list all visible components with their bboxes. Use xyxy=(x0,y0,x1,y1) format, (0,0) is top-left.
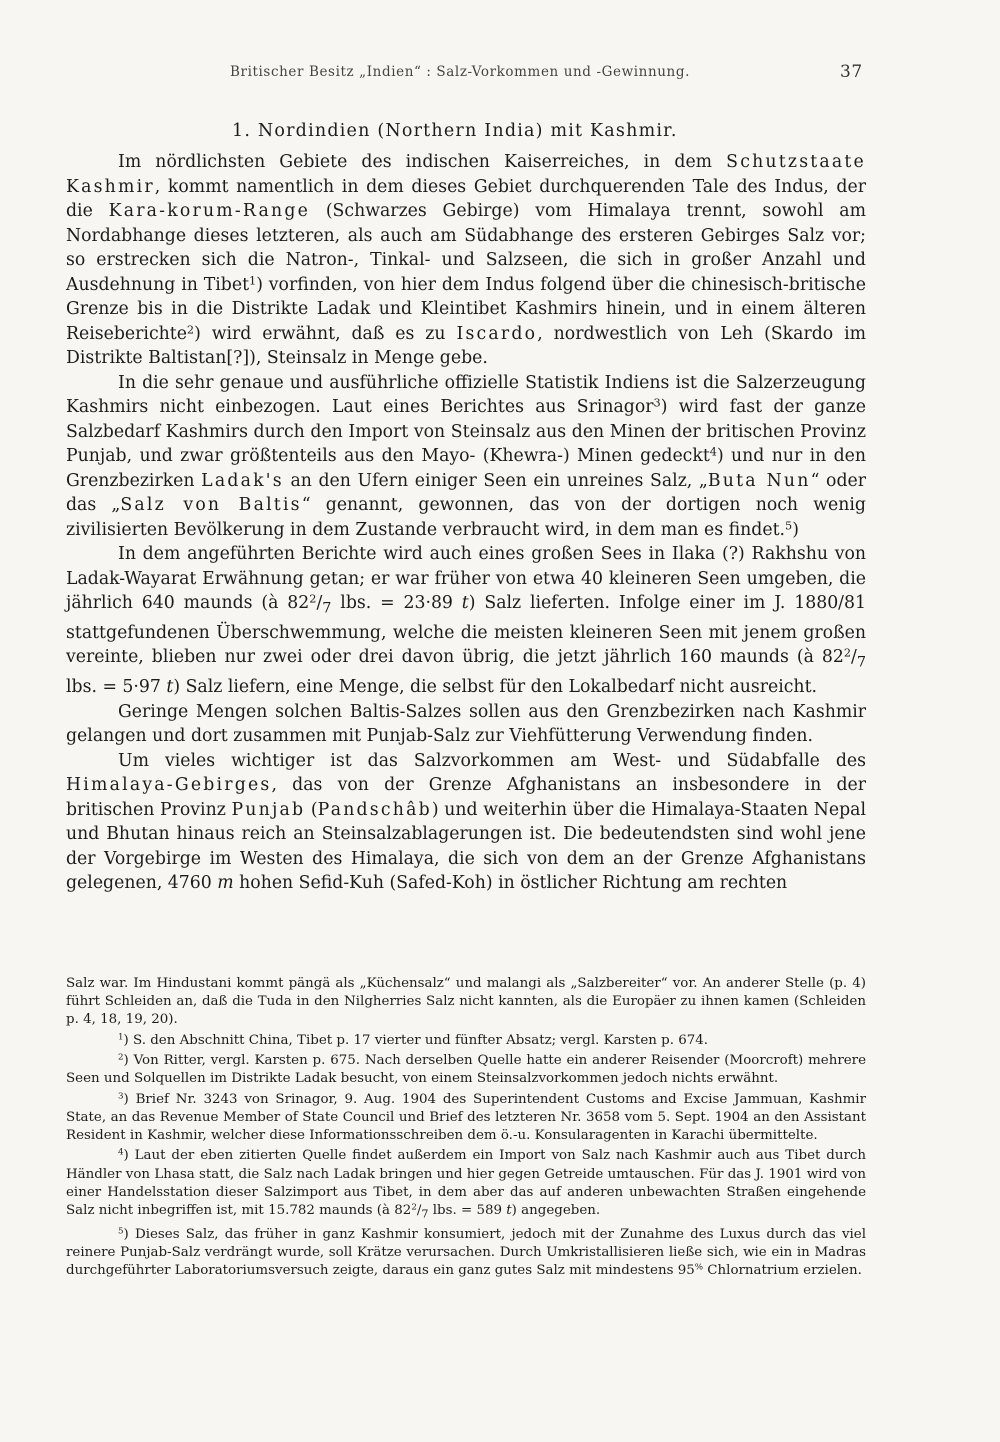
spaced-term: Kara-korum-Range xyxy=(108,201,311,221)
spaced-term: Buta Nun xyxy=(707,470,811,491)
footnote-ref: 3 xyxy=(653,396,661,410)
running-title: Britischer Besitz „Indien“ : Salz-Vorkommen und -Gewinnung. xyxy=(230,64,690,80)
page-number: 37 xyxy=(840,62,863,82)
paragraph: Geringe Mengen solchen Baltis-Salzes sollen aus den Grenzbezirken nach Kashmir gelangen und dort zusammen mit Punjab-Salz zur Viehfütterung Verwendung finden. xyxy=(66,701,866,747)
paragraph: In dem angeführten Berichte wird auch eines großen Sees in Ilaka (?) Rakhshu von Ladak-Wayarat Erwähnung getan; er war früher von etwa 40 kleineren Seen umgeben, die jährlich 640 maunds (à $82^2/_7$ lbs. = 23·89 t) Salz lieferten. Infolge einer im J. 1880/81 stattgefundenen Überschwemmung, welche die meisten kleineren Seen mit jenem großen vereinte, blieben nur zwei oder drei davon übrig, die jetzt jährlich 160 maunds (à $82^2/_7$ lbs. = 5·97 t) Salz liefern, eine Menge, die selbst für den Lokalbedarf nicht ausreicht. xyxy=(66,544,866,698)
footnote-continuation: Salz war. Im Hindustani kommt pängä als „Küchensalz“ und malangi als „Salzbereiter“ vor. An anderer Stelle (p. 4) führt Schleiden an, daß die Tuda in den Nilgherries Salz nicht kannten, als die Europäer zu ihnen kamen (Schleiden p. 4, 18, 19, 20). xyxy=(66,976,866,1028)
spaced-term: Salz von Baltis xyxy=(120,495,302,515)
footnote: $^4$) Laut der eben zitierten Quelle findet außerdem ein Import von Salz nach Kashmir auch aus Tibet durch Händler von Lhasa statt, die Salz nach Ladak bringen und hier gegen Getreide umtauschen. Für das J. 1901 wird von einer Handelsstation dieser Salzimport aus Tibet, in dem aber das auf anderen unbewachten Straßen eingehende Salz nicht inbegriffen ist, mit 15.782 maunds (à $82^2/_7$ lbs. = 589 t) angegeben. xyxy=(66,1148,866,1221)
spaced-term: Schutzstaate Kashmir xyxy=(66,152,866,197)
section-heading: 1. Nordindien (Northern India) mit Kashmir. xyxy=(232,121,678,141)
spaced-term: Himalaya-Gebirges xyxy=(66,775,272,796)
footnote-ref: 2 xyxy=(186,322,195,336)
main-text xyxy=(66,150,866,896)
paragraph: In die sehr genaue und ausführliche offizielle Statistik Indiens ist die Salzerzeugung Kashmirs nicht einbezogen. Laut eines Berichtes aus Srinagor$^3$) wird fast der ganze Salzbedarf Kashmirs durch den Import von Steinsalz aus den Minen der britischen Provinz Punjab, und zwar größtenteils aus den Mayo- (Khewra-) Minen gedeckt$^4$) und nur in den Grenzbezirken Ladak's an den Ufern einiger Seen ein unreines Salz, „Buta Nun“ oder das „Salz von Baltis“ genannt, gewonnen, das von der dortigen noch wenig zivilisierten Bevölkerung in dem Zustande verbraucht wird, in dem man es findet.$^5$) xyxy=(66,372,867,540)
footnotes xyxy=(66,975,866,1283)
spaced-term: Iscardo xyxy=(456,323,538,344)
footnote: $^1$) S. den Abschnitt China, Tibet p. 17 vierter und fünfter Absatz; vergl. Karsten p. 674. xyxy=(118,1032,709,1048)
paragraph: Im nördlichsten Gebiete des indischen Kaiserreiches, in dem Schutzstaate Kashmir, kommt namentlich in dem dieses Gebiet durchquerenden Tale des Indus, der die Kara-korum-Range (Schwarzes Gebirge) vom Himalaya trennt, sowohl am Nordabhange dieses letzteren, als auch am Südabhange des ersteren Gebirges Salz vor; so erstrecken sich die Natron-, Tinkal- und Salzseen, die sich in großer Anzahl und Ausdehnung in Tibet$^1$) vorfinden, von hier dem Indus folgend über die chinesisch-britische Grenze bis in die Distrikte Ladak und Kleintibet Kashmirs hinein, und in einem älteren Reiseberichte$^2$) wird erwähnt, daß es zu Iscardo, nordwestlich von Leh (Skardo im Distrikte Baltistan[?]), Steinsalz in Menge gebe. xyxy=(66,152,866,368)
footnote: $^3$) Brief Nr. 3243 von Srinagor, 9. Aug. 1904 des Superintendent Customs and Excise Jammuan, Kashmir State, an das Revenue Member of State Council und Brief des letzteren Nr. 3658 vom 5. Sept. 1904 an den Assistant Resident in Kashmir, welcher diese Informationsschreiben dem ö.-u. Konsularagenten in Karachi übermittelte. xyxy=(66,1091,866,1143)
footnote-ref: 5 xyxy=(785,518,793,532)
spaced-term: Pandschâb xyxy=(317,799,432,820)
spaced-term: Punjab xyxy=(231,799,306,820)
footnote-ref: 4 xyxy=(709,445,717,459)
footnote-ref: 1 xyxy=(249,273,257,287)
footnote: $^5$) Dieses Salz, das früher in ganz Kashmir konsumiert, jedoch mit der Zunahme des Luxus durch das viel reinere Punjab-Salz verdrängt wurde, soll Krätze verursachen. Durch Umkristallisieren ließe sich, wie ein in Madras durchgeführter Laboratoriumsversuch zeigte, daraus ein ganz gutes Salz mit mindestens 95% Chlornatrium erzielen. xyxy=(66,1226,866,1279)
footnote: $^2$) Von Ritter, vergl. Karsten p. 675. Nach derselben Quelle hatte ein anderer Reisender (Moorcroft) mehrere Seen und Solquellen im Distrikte Ladak besucht, von einem Steinsalzvorkommen jedoch nichts erwähnt. xyxy=(66,1052,866,1087)
paragraph: Um vieles wichtiger ist das Salzvorkommen am West- und Südabfalle des Himalaya-Gebirges, das von der Grenze Afghanistans an insbesondere in der britischen Provinz Punjab (Pandschâb) und weiterhin über die Himalaya-Staaten Nepal und Bhutan hinaus reich an Steinsalzablagerungen ist. Die bedeutendsten sind wohl jene der Vorgebirge im Westen des Himalaya, die sich von dem an der Grenze Afghanistans gelegenen, 4760 m hohen Sefid-Kuh (Safed-Koh) in östlicher Richtung am rechten xyxy=(66,750,866,894)
spaced-term: Ladak's xyxy=(201,470,284,491)
